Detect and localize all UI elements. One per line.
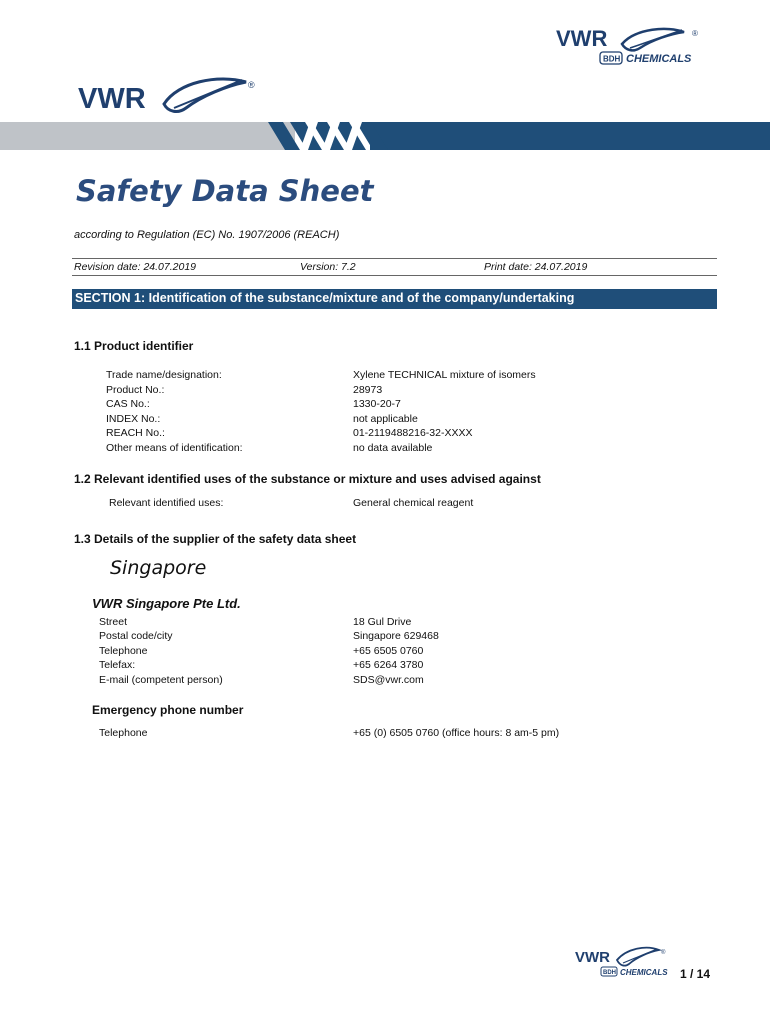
svg-text:VWR: VWR [575, 949, 610, 966]
field-value: General chemical reagent [353, 497, 474, 509]
supplier-country: Singapore [110, 557, 207, 579]
identified-uses-heading: 1.2 Relevant identified uses of the substance or mixture and uses advised against [74, 472, 541, 486]
field-label: Telephone [99, 645, 148, 657]
vwr-bdh-chemicals-logo [556, 22, 706, 67]
field-label: Product No.: [106, 384, 165, 396]
field-value: no data available [353, 442, 433, 454]
vwr-logo [78, 70, 258, 120]
field-value: Xylene TECHNICAL mixture of isomers [353, 369, 536, 381]
field-value: Singapore 629468 [353, 630, 439, 642]
field-label: Telephone [99, 727, 148, 739]
header-banner [0, 122, 770, 150]
footer-vwr-bdh-logo [575, 942, 670, 982]
email-value: SDS@vwr.com [353, 674, 424, 686]
field-value: +65 6505 0760 [353, 645, 424, 657]
svg-text:BDH: BDH [603, 970, 616, 976]
field-label: Telefax: [99, 659, 136, 671]
field-value: 18 Gul Drive [353, 616, 412, 628]
print-date: Print date: 24.07.2019 [484, 261, 588, 273]
svg-text:VWR: VWR [78, 83, 146, 115]
field-label: Relevant identified uses: [109, 497, 224, 509]
document-meta-bar [72, 258, 717, 276]
emergency-phone-value: +65 (0) 6505 0760 (office hours: 8 am-5 pm) [353, 727, 560, 739]
field-label: Street [99, 616, 128, 628]
field-label: E-mail (competent person) [99, 674, 223, 686]
svg-text:®: ® [248, 80, 255, 90]
supplier-heading: 1.3 Details of the supplier of the safety data sheet [74, 532, 357, 546]
field-label: CAS No.: [106, 398, 150, 410]
section-1-header: SECTION 1: Identification of the substance/mixture and of the company/undertaking [72, 289, 717, 309]
revision-date: Revision date: 24.07.2019 [74, 261, 197, 273]
svg-text:®: ® [661, 950, 666, 956]
field-label: INDEX No.: [106, 413, 161, 425]
field-value: 01-2119488216-32-XXXX [353, 427, 473, 439]
field-value: 1330-20-7 [353, 398, 401, 410]
page-number: 1 / 14 [680, 967, 711, 981]
document-title: Safety Data Sheet [76, 174, 374, 208]
field-label: Trade name/designation: [106, 369, 222, 381]
field-label: REACH No.: [106, 427, 165, 439]
product-identifier-heading: 1.1 Product identifier [74, 339, 194, 353]
version: Version: 7.2 [300, 261, 356, 273]
supplier-company: VWR Singapore Pte Ltd. [92, 596, 241, 611]
field-value: +65 6264 3780 [353, 659, 424, 671]
field-label: Other means of identification: [106, 442, 243, 454]
svg-text:CHEMICALS: CHEMICALS [626, 53, 692, 65]
document-subtitle: according to Regulation (EC) No. 1907/2006 (REACH) [74, 229, 340, 241]
svg-text:CHEMICALS: CHEMICALS [620, 968, 668, 977]
svg-text:BDH: BDH [603, 54, 621, 64]
svg-text:VWR: VWR [556, 26, 608, 51]
field-value: 28973 [353, 384, 383, 396]
svg-text:®: ® [692, 29, 698, 38]
field-value: not applicable [353, 413, 418, 425]
field-label: Postal code/city [99, 630, 173, 642]
emergency-heading: Emergency phone number [92, 703, 244, 717]
